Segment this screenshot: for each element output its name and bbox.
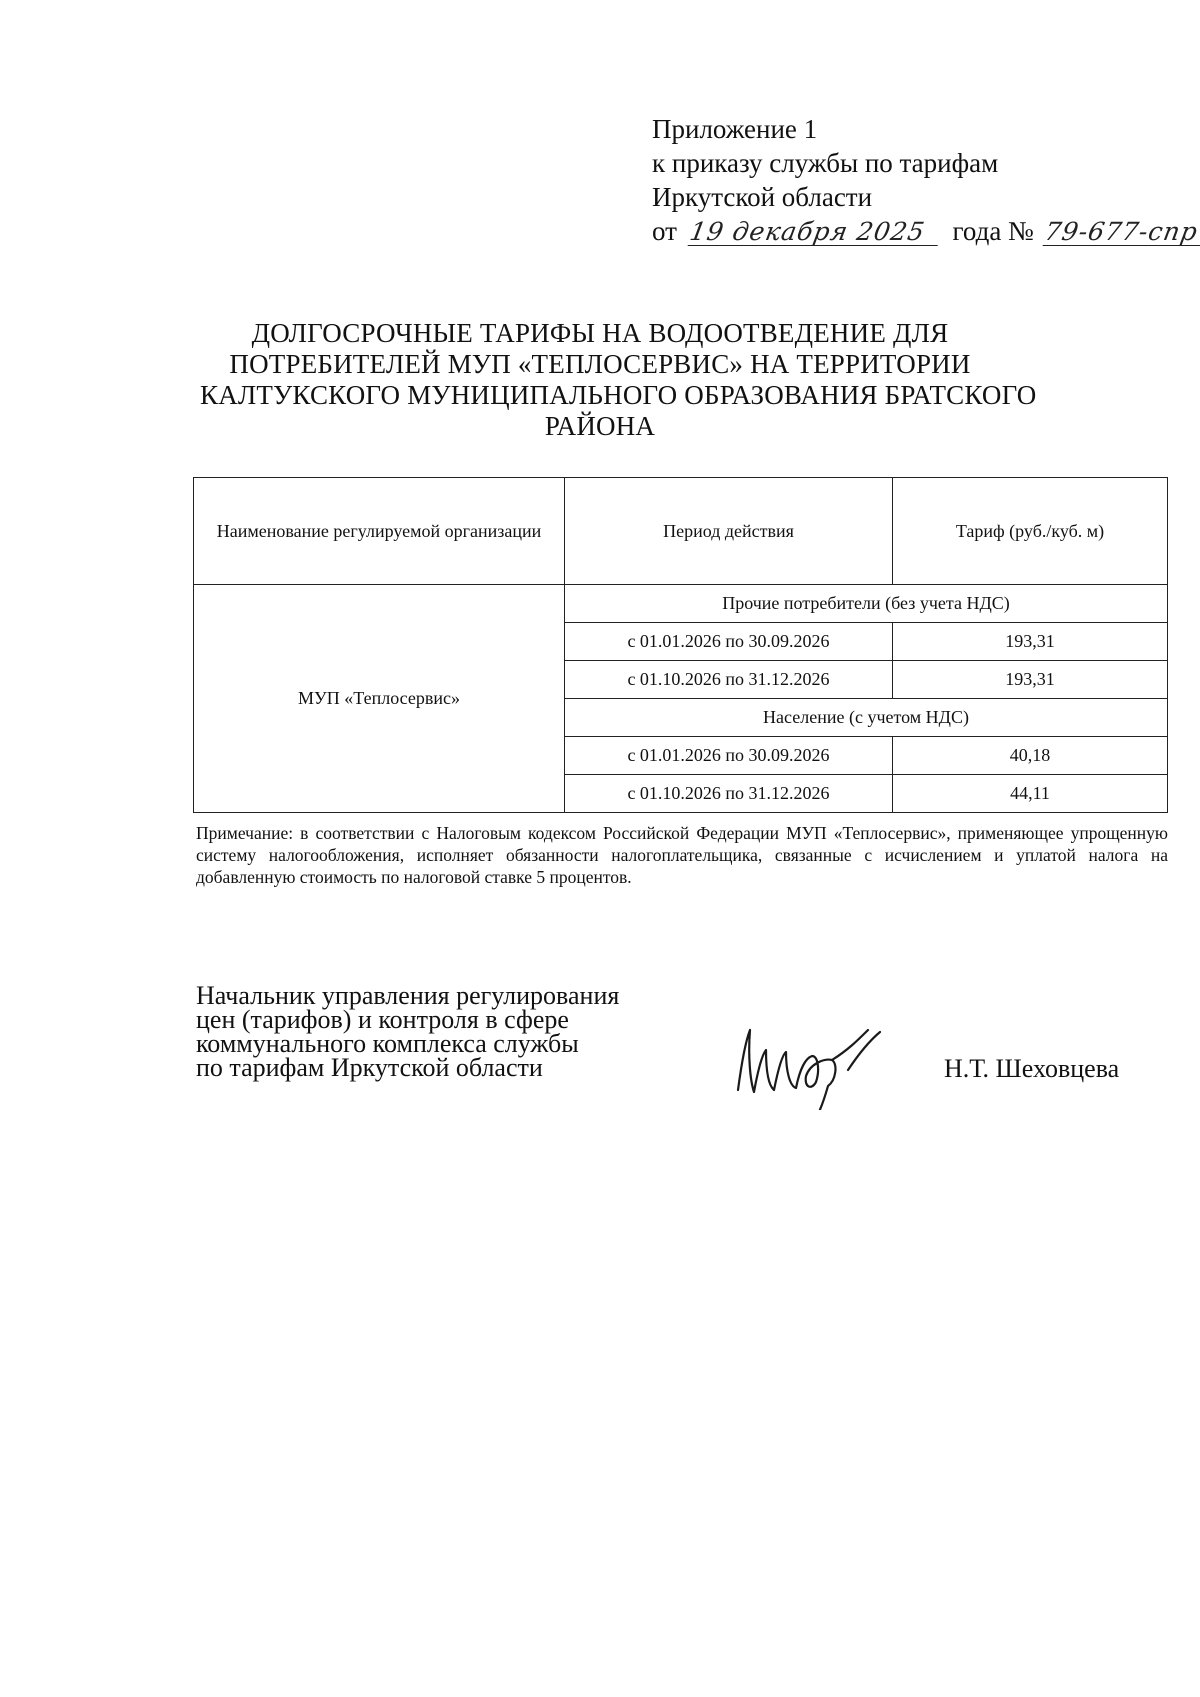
- organization-cell: МУП «Теплосервис»: [194, 585, 565, 813]
- signer-line-4: по тарифам Иркутской области: [196, 1053, 543, 1082]
- appendix-line-2: к приказу службы по тарифам: [652, 148, 999, 178]
- handwritten-signature: [728, 1010, 928, 1110]
- title-line-3: КАЛТУКСКОГО МУНИЦИПАЛЬНОГО ОБРАЗОВАНИЯ БРАТСКОГО: [200, 380, 1037, 410]
- signer-line-2: цен (тарифов) и контроля в сфере: [196, 1005, 569, 1034]
- appendix-line-3: Иркутской области: [652, 182, 873, 212]
- title-line-2: ПОТРЕБИТЕЛЕЙ МУП «ТЕПЛОСЕРВИС» НА ТЕРРИТОРИИ: [229, 349, 971, 379]
- handwritten-date: 19 декабря 2025: [687, 219, 942, 246]
- period-cell: с 01.10.2026 по 31.12.2026: [565, 661, 893, 699]
- signer-name: Н.Т. Шеховцева: [944, 1054, 1120, 1083]
- year-label: года №: [952, 216, 1034, 246]
- header-org: Наименование регулируемой организации: [194, 478, 565, 585]
- tariff-cell: 44,11: [893, 775, 1168, 813]
- period-cell: с 01.01.2026 по 30.09.2026: [565, 623, 893, 661]
- note-paragraph: Примечание: в соответствии с Налоговым кодексом Российской Федерации МУП «Теплосервис», применяющее упрощенную систему налогообложения, исполняет обязанности налогоплательщика, связанные с исчислением и уплатой налога на добавленную стоимость по налоговой ставке 5 процентов.: [196, 823, 1168, 887]
- appendix-date-line: [652, 214, 1200, 248]
- appendix-line-1: Приложение 1: [652, 114, 818, 144]
- tariff-table: [193, 477, 1168, 813]
- header-tariff: Тариф (руб./куб. м): [893, 478, 1168, 585]
- tariff-cell: 193,31: [893, 623, 1168, 661]
- title-line-1: ДОЛГОСРОЧНЫЕ ТАРИФЫ НА ВОДООТВЕДЕНИЕ ДЛЯ: [251, 318, 949, 348]
- table-header-row: [194, 478, 1168, 585]
- date-prefix: от: [652, 216, 677, 246]
- group-label-population: Население (с учетом НДС): [565, 699, 1168, 737]
- signer-block: [196, 981, 620, 1082]
- document-title: [200, 318, 1037, 442]
- table-row: [194, 585, 1168, 623]
- title-line-4: РАЙОНА: [544, 411, 656, 441]
- tariff-cell: 193,31: [893, 661, 1168, 699]
- group-label-other: Прочие потребители (без учета НДС): [565, 585, 1168, 623]
- signer-line-3: коммунального комплекса службы: [196, 1029, 579, 1058]
- appendix-header: [652, 112, 1200, 248]
- tariff-cell: 40,18: [893, 737, 1168, 775]
- period-cell: с 01.01.2026 по 30.09.2026: [565, 737, 893, 775]
- handwritten-order-number: 79-677-спр: [1042, 219, 1200, 246]
- signer-line-1: Начальник управления регулирования: [196, 981, 620, 1010]
- header-period: Период действия: [565, 478, 893, 585]
- period-cell: с 01.10.2026 по 31.12.2026: [565, 775, 893, 813]
